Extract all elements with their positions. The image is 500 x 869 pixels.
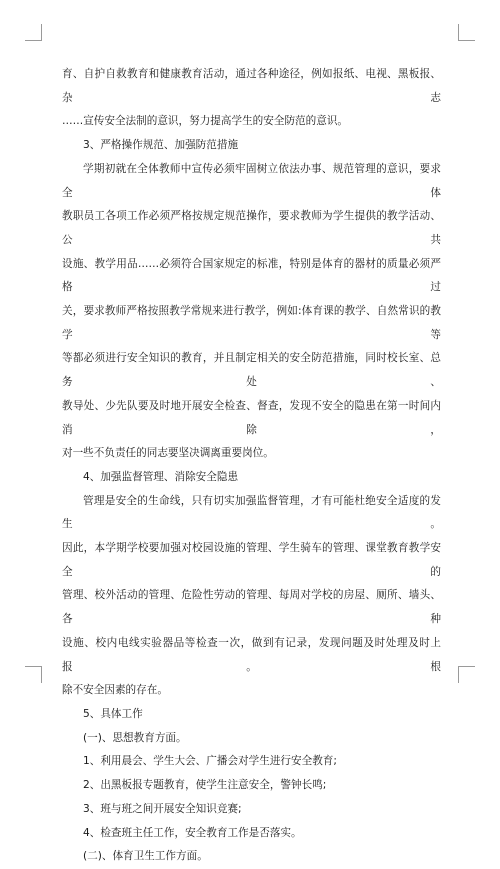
- crop-mark-bottom-right: [458, 666, 475, 667]
- list-item: 2、出黑板报专题教育，使学生注意安全，警钟长鸣;: [83, 779, 327, 792]
- crop-mark-top-right: [458, 24, 459, 41]
- crop-mark-top-left: [25, 40, 42, 41]
- subsection-heading: (二)、体育卫生工作方面。: [83, 850, 208, 863]
- list-item: 1、利用晨会、学生大会、广播会对学生进行安全教育;: [83, 755, 337, 768]
- body-line: 育、自护自救教育和健康教育活动，通过各种途径，例如报纸、电视、黑板报、杂志: [62, 68, 441, 104]
- body-line: 管理、校外活动的管理、危险性劳动的管理、每周对学校的房屋、厕所、墙头、各种: [62, 589, 441, 626]
- body-line: 除不安全因素的存在。: [62, 684, 168, 697]
- body-line: 设施、校内电线实验器品等检查一次，做到有记录，发现问题及时处理及时上报。根: [62, 636, 441, 673]
- body-line: 管理是安全的生命线，只有切实加强监督管理，才有可能杜绝安全适度的发生。: [62, 494, 441, 531]
- section-heading: 5、具体工作: [83, 707, 143, 720]
- body-line: ……宣传安全法制的意识，努力提高学生的安全防范的意识。: [62, 115, 349, 128]
- body-line: 关，要求教师严格按照教学常规来进行教学，例如:体育课的教学、自然常识的教学等: [62, 305, 441, 341]
- body-line: 等都必须进行安全知识的教育，并且制定相关的安全防范措施，同时校长室、总务处、: [62, 352, 441, 389]
- list-item: 3、班与班之间开展安全知识竞赛;: [83, 802, 242, 815]
- document-body: [62, 63, 441, 869]
- crop-mark-bottom-right: [458, 666, 459, 683]
- list-item: 4、检查班主任工作，安全教育工作是否落实。: [83, 826, 302, 839]
- body-line: 学期初就在全体教师中宣传必须牢固树立依法办事、规范管理的意识，要求全体: [62, 162, 441, 199]
- body-line: 教职员工各项工作必须严格按规定规范操作，要求教师为学生提供的教学活动、公共: [62, 210, 441, 246]
- body-line: 对一些不负责任的同志要坚决调离重要岗位。: [62, 447, 274, 460]
- section-heading: 3、严格操作规范、加强防范措施: [83, 139, 239, 152]
- body-line: 因此，本学期学校要加强对校园设施的管理、学生骑车的管理、课堂教育教学安全的: [62, 542, 441, 578]
- crop-mark-top-left: [41, 24, 42, 41]
- body-line: 教导处、少先队要及时地开展安全检查、督查，发现不安全的隐患在第一时间内消除，: [62, 399, 441, 436]
- subsection-heading: (一)、思想教育方面。: [83, 731, 187, 744]
- body-line: 设施、教学用品……必须符合国家规定的标准，特别是体育的器材的质量必须严格过: [62, 257, 441, 294]
- crop-mark-bottom-left: [41, 666, 42, 683]
- crop-mark-bottom-left: [25, 666, 42, 667]
- crop-mark-top-right: [458, 40, 475, 41]
- section-heading: 4、加强监督管理、消除安全隐患: [83, 470, 239, 483]
